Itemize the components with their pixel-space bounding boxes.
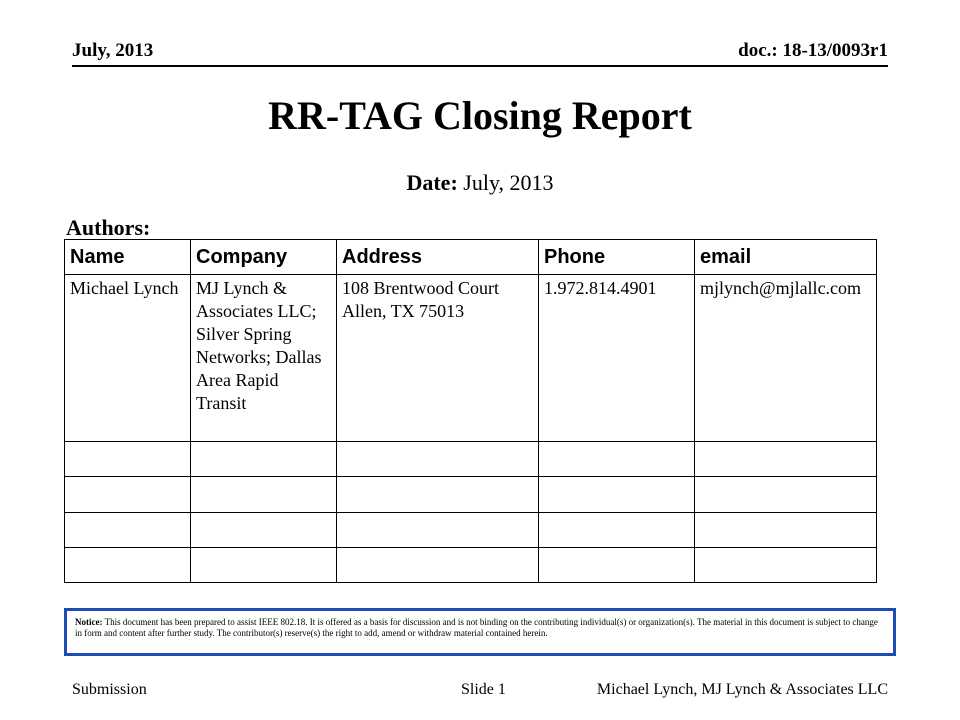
table-cell xyxy=(695,547,877,582)
table-cell xyxy=(695,512,877,547)
table-cell xyxy=(539,442,695,477)
date-line xyxy=(0,170,960,196)
footer-submission: Submission xyxy=(72,681,147,698)
header-doc-number: doc.: 18-13/0093r1 xyxy=(738,40,888,61)
table-row xyxy=(65,512,877,547)
table-cell xyxy=(337,512,539,547)
date-label: Date: xyxy=(406,170,458,195)
table-row xyxy=(65,442,877,477)
table-cell xyxy=(539,547,695,582)
table-cell xyxy=(65,547,191,582)
notice-label: Notice: xyxy=(75,617,103,627)
table-cell xyxy=(337,547,539,582)
column-header-phone: Phone xyxy=(539,240,695,275)
column-header-email: email xyxy=(695,240,877,275)
author-company-cell: MJ Lynch & Associates LLC; Silver Spring Networks; Dallas Area Rapid Transit xyxy=(191,275,337,442)
table-cell xyxy=(65,477,191,512)
date-value: July, 2013 xyxy=(463,170,554,195)
footer-slide-number: Slide 1 xyxy=(461,681,506,698)
table-cell xyxy=(695,442,877,477)
table-row xyxy=(65,547,877,582)
table-cell xyxy=(695,477,877,512)
notice-box xyxy=(64,608,896,656)
table-cell xyxy=(337,477,539,512)
slide-title: RR-TAG Closing Report xyxy=(268,93,692,138)
author-phone-cell: 1.972.814.4901 xyxy=(539,275,695,442)
table-cell xyxy=(191,477,337,512)
table-cell xyxy=(191,442,337,477)
author-address-cell: 108 Brentwood Court Allen, TX 75013 xyxy=(337,275,539,442)
authors-table xyxy=(64,239,877,583)
table-header-row xyxy=(65,240,877,275)
footer-author: Michael Lynch, MJ Lynch & Associates LLC xyxy=(596,681,888,698)
column-header-company: Company xyxy=(191,240,337,275)
table-cell xyxy=(191,547,337,582)
column-header-name: Name xyxy=(65,240,191,275)
table-cell xyxy=(539,477,695,512)
table-cell xyxy=(539,512,695,547)
author-email-cell: mjlynch@mjlallc.com xyxy=(695,275,877,442)
header-date: July, 2013 xyxy=(72,40,154,61)
table-row xyxy=(65,275,877,442)
author-name-cell: Michael Lynch xyxy=(65,275,191,442)
notice-text: This document has been prepared to assist IEEE 802.18. It is offered as a basis for discussion and is not binding on the contributing individual(s) or organization(s). The material in this document is subject to change in form and content after further study. The contributor(s) reserve(s) the right to add, amend or withdraw material contained herein. xyxy=(75,617,878,638)
table-cell xyxy=(191,512,337,547)
header-rule xyxy=(72,65,888,67)
table-cell xyxy=(65,442,191,477)
table-cell xyxy=(65,512,191,547)
table-cell xyxy=(337,442,539,477)
table-row xyxy=(65,477,877,512)
column-header-address: Address xyxy=(337,240,539,275)
authors-label: Authors: xyxy=(66,215,151,240)
